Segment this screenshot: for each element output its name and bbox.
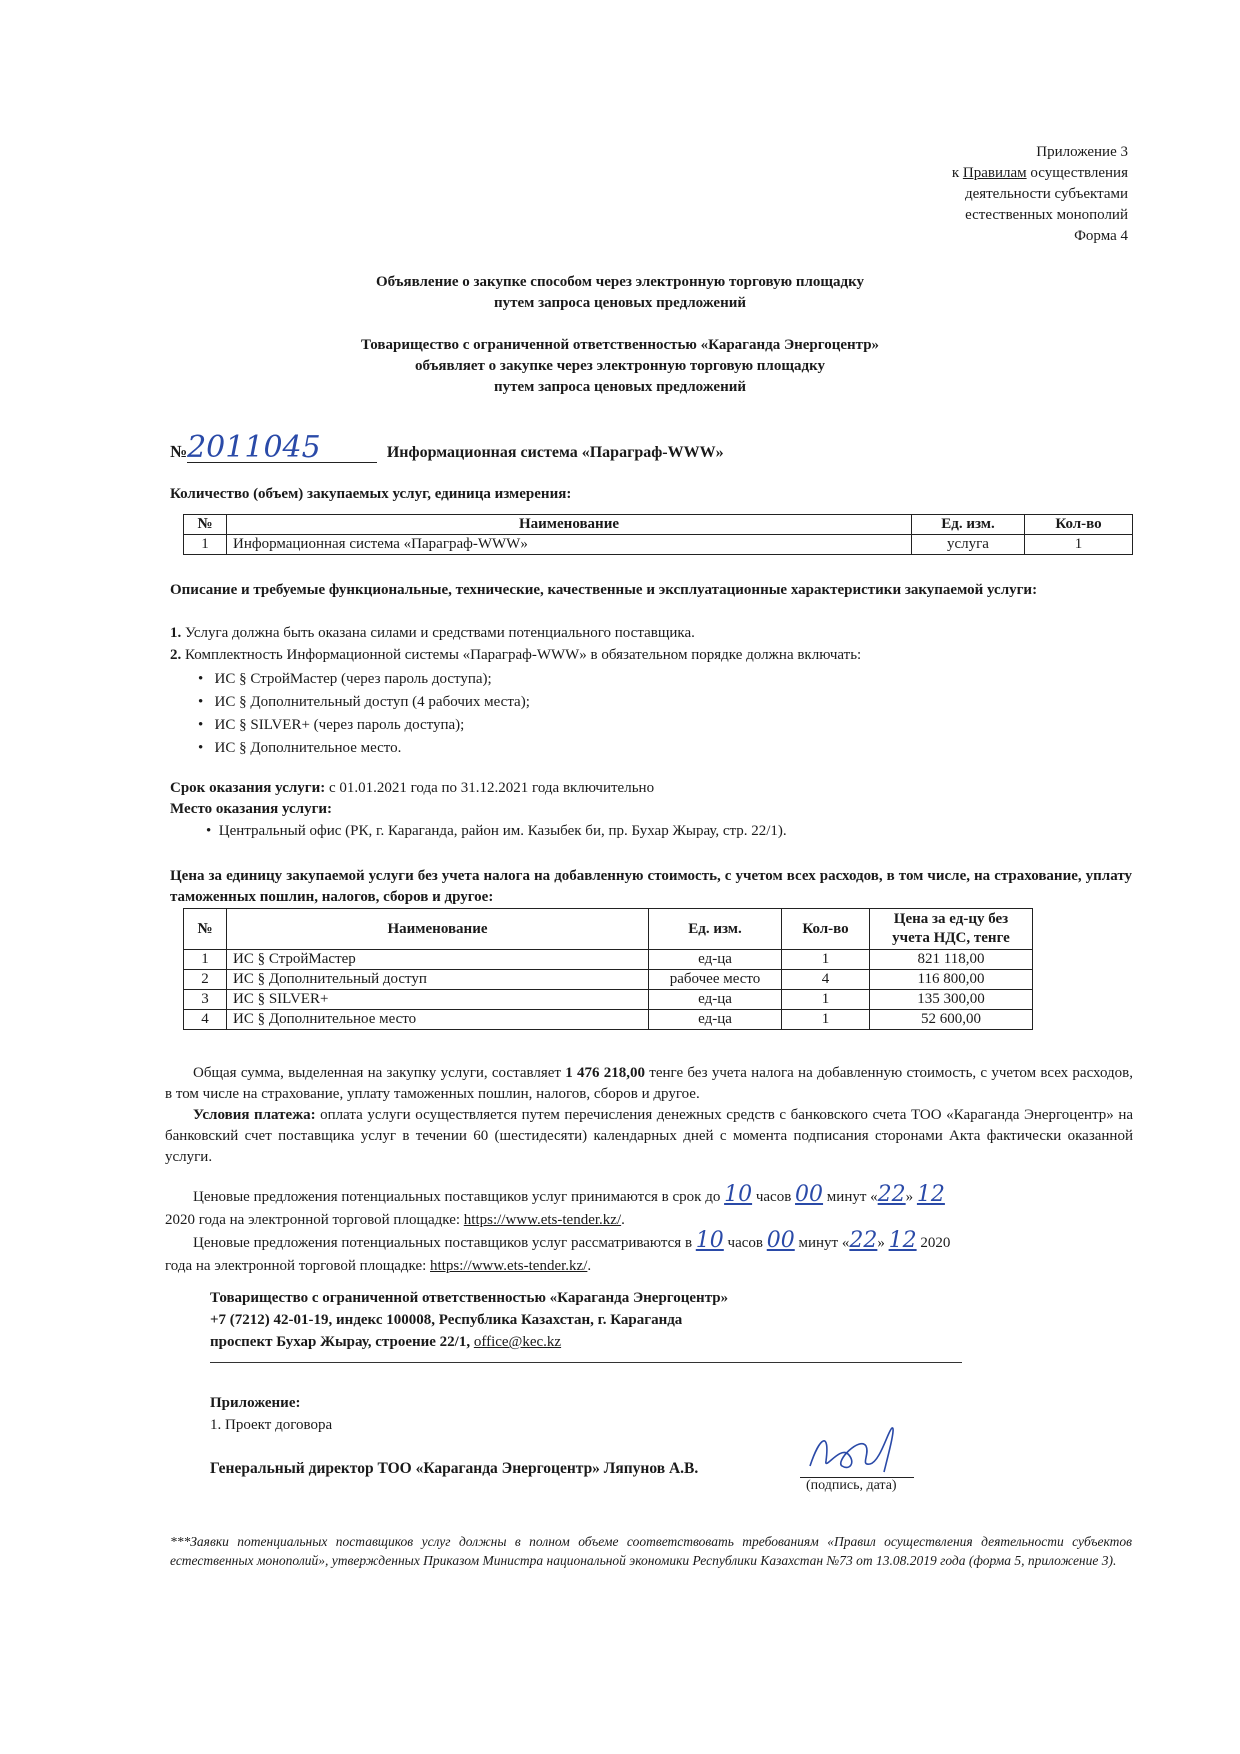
list-item: • ИС § Дополнительный доступ (4 рабочих места); [198, 694, 530, 710]
price-heading: Цена за единицу закупаемой услуги без учета налога на добавленную стоимость, с учетом всех расходов, в том числе, на страхование, уплату таможенных пошлин, налогов, сборов и другое: [170, 868, 1132, 905]
service-term: Срок оказания услуги: с 01.01.2021 года по 31.12.2021 года включительно Место оказания услуги: [170, 778, 654, 820]
appendix-header [952, 142, 1128, 247]
components-list [198, 668, 530, 760]
total-amount-paragraph: Общая сумма, выделенная на закупку услуги, составляет 1 476 218,00 тенге без учета налога на добавленную стоимость, с учетом всех расходов, в том числе на страхование, уплату таможенных пошлин, налогов, сборов и другое. [165, 1065, 1134, 1102]
description-heading: Описание и требуемые функциональные, технические, качественные и эксплуатационные характеристики закупаемой услуги: [170, 582, 1038, 598]
table-header-row: № Наименование Ед. изм. Кол-во Цена за ед-цу без учета НДС, тенге [184, 909, 1033, 950]
table-row: 1 ИС § СтройМастер ед-ца 1 821 118,00 [184, 950, 1033, 970]
appendix-line1: Приложение 3 [1036, 144, 1128, 160]
accept-paragraph: Ценовые предложения потенциальных поставщиков услуг принимаются в срок до 10 часов 00 минут «22» 12 2020 года на электронной торговой площадке: https://www.ets-tender.kz/. [165, 1182, 945, 1228]
list-item: • ИС § SILVER+ (через пароль доступа); [198, 717, 465, 733]
rules-link[interactable]: Правилам [962, 165, 1027, 181]
list-item: • ИС § СтройМастер (через пароль доступа); [198, 671, 492, 687]
procurement-subject: Информационная система «Параграф-WWW» [386, 444, 724, 461]
signature-mark [800, 1426, 914, 1478]
table-row: 4 ИС § Дополнительное место ед-ца 1 52 600,00 [184, 1010, 1033, 1030]
description-list [170, 622, 861, 666]
table-row: 1 Информационная система «Параграф-WWW» услуга 1 [184, 535, 1133, 555]
ets-tender-link[interactable]: https://www.ets-tender.kz/ [463, 1212, 622, 1228]
procurement-number-line: №2011045 Информационная система «Параграф-WWW» [170, 430, 724, 465]
announcement-title: Объявление о закупке способом через электронную торговую площадку путем запроса ценовых предложений [375, 274, 865, 311]
appendix-form: Форма 4 [1074, 228, 1128, 244]
service-place: • Центральный офис (РК, г. Караганда, район им. Казыбек би, пр. Бухар Жырау, стр. 22/1). [206, 823, 787, 839]
announcement-subtitle: Товарищество с ограниченной ответственностью «Караганда Энергоцентр» объявляет о закупке через электронную торговую площадку путем запроса ценовых предложений [360, 337, 880, 395]
list-item: 1. Услуга должна быть оказана силами и средствами потенциального поставщика. [170, 625, 695, 641]
price-table [183, 908, 1033, 1030]
signature-line: Генеральный директор ТОО «Караганда Энергоцентр» Ляпунов А.В. [210, 1460, 699, 1477]
email-link[interactable]: office@kec.kz [473, 1334, 562, 1350]
table-row: 2 ИС § Дополнительный доступ рабочее место 4 116 800,00 [184, 970, 1033, 990]
appendix-line4: естественных монополий [965, 207, 1128, 223]
signature-field [800, 1452, 914, 1478]
table-row: 3 ИС § SILVER+ ед-ца 1 135 300,00 [184, 990, 1033, 1010]
appendix-line2: к Правилам осуществления [951, 165, 1128, 181]
ets-tender-link[interactable]: https://www.ets-tender.kz/ [430, 1258, 588, 1274]
attachment-block: Приложение: 1. Проект договора [210, 1395, 333, 1433]
handwritten-number: 2011045 [187, 430, 321, 465]
payment-paragraph: Условия платежа: оплата услуги осуществляется путем перечисления денежных средств с банковского счета ТОО «Караганда Энергоцентр» на банковский счет поставщика услуг в течении 60 (шестидесяти) календарных дней с момента подписания сторонами Акта фактически оказанной услуги. [165, 1107, 1133, 1165]
divider [210, 1362, 962, 1363]
total-amount: 1 476 218,00 [565, 1065, 645, 1081]
service-place-label: Место оказания услуги: [170, 801, 333, 817]
review-paragraph: Ценовые предложения потенциальных поставщиков услуг рассматриваются в 10 часов 00 минут «22» 12 2020 года на электронной торговой площадке: https://www.ets-tender.kz/. [165, 1228, 951, 1274]
quantity-table [183, 514, 1133, 555]
list-item: 2. Комплектность Информационной системы «Параграф-WWW» в обязательном порядке должна включать: [170, 647, 862, 663]
contacts-block: Товарищество с ограниченной ответственностью «Караганда Энергоцентр» +7 (7212) 42-01-19, индекс 100008, Республика Казахстан, г. Караганда проспект Бухар Жырау, строение 22/1, office@kec.kz [210, 1290, 729, 1350]
table-header-row: № Наименование Ед. изм. Кол-во [184, 515, 1133, 535]
quantity-heading: Количество (объем) закупаемых услуг, единица измерения: [170, 486, 572, 502]
footnote: ***Заявки потенциальных поставщиков услуг должны в полном объеме соответствовать требованиям «Правил осуществления деятельности субъектов естественных монополий», утвержденных Приказом Министра национальной экономики Республики Казахстан №73 от 13.08.2019 года (форма 5, приложение 3). [170, 1534, 1132, 1568]
list-item: • ИС § Дополнительное место. [198, 740, 402, 756]
appendix-line3: деятельности субъектами [964, 186, 1128, 202]
signature-caption: (подпись, дата) [806, 1478, 897, 1493]
